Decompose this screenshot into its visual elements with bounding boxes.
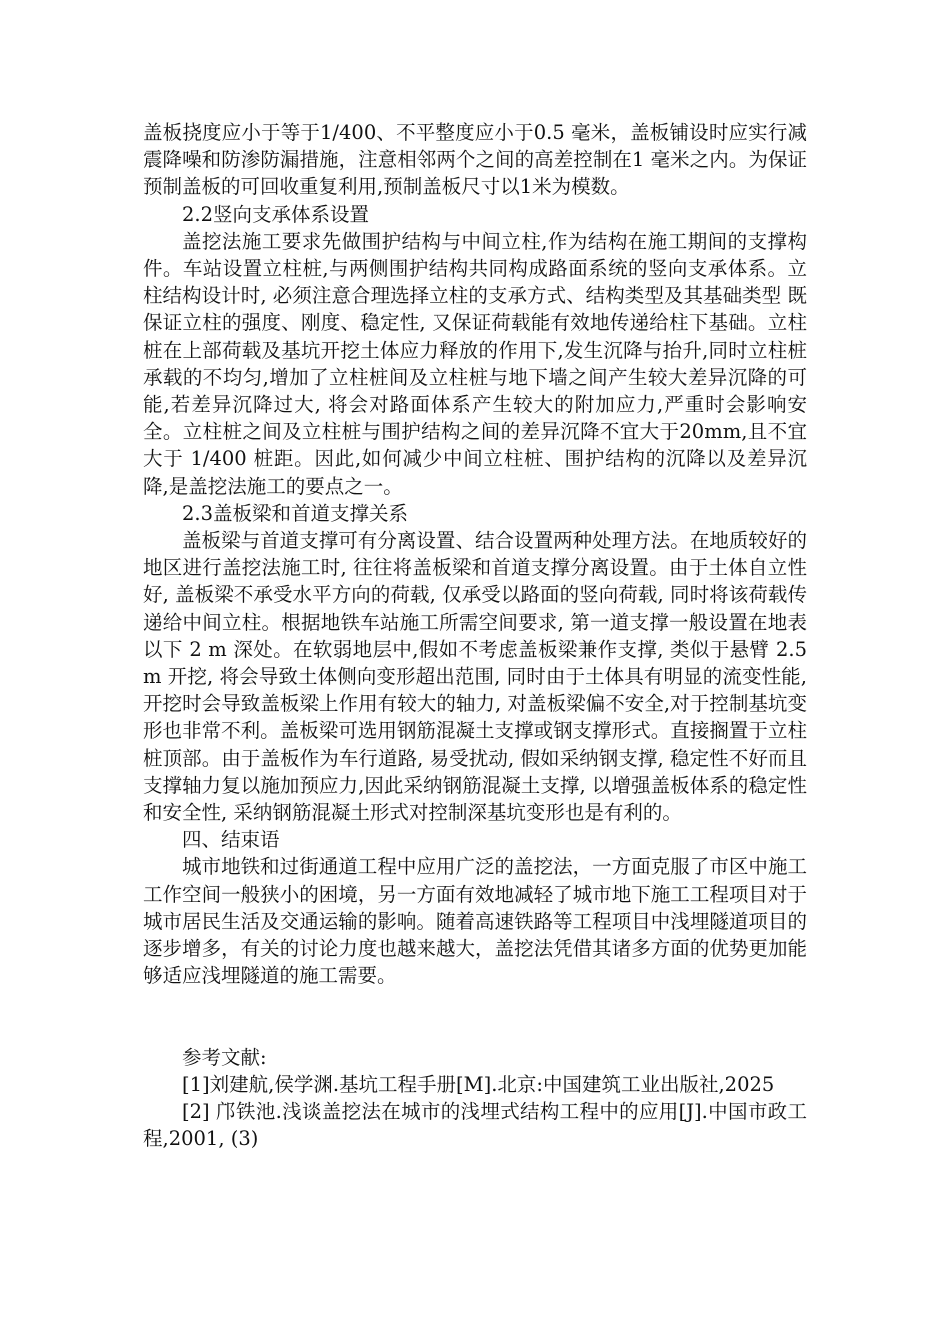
document-page <box>143 119 807 1152</box>
section-heading-2-3: 2.3盖板梁和首道支撑关系 <box>182 501 409 525</box>
references-heading: 参考文献: <box>182 1045 267 1069</box>
section-body-conclusion: 城市地铁和过街通道工程中应用广泛的盖挖法，一方面克服了市区中施工工作空间一般狭小的困境，另一方面有效地减轻了城市地下施工工程项目对于城市居民生活及交通运输的影响。随着高速铁路等工程项目中浅埋隧道项目的逐步增多，有关的讨论力度也越来越大，盖挖法凭借其诸多方面的优势更加能够适应浅埋隧道的施工需要。 <box>143 855 807 988</box>
section-body-2-2: 盖挖法施工要求先做围护结构与中间立柱,作为结构在施工期间的支撑构件。车站设置立柱桩,与两侧围护结构共同构成路面系统的竖向支承体系。立柱结构设计时, 必须注意合理选择立柱的支承方式、结构类型及其基础类型 既保证立柱的强度、刚度、稳定性, 又保证荷载能有效地传递给柱下基础。立柱桩在上部荷载及基坑开挖土体应力释放的作用下,发生沉降与抬升,同时立柱桩承载的不均匀,增加了立柱桩间及立柱桩与地下墙之间产生较大差异沉降的可能,若差异沉降过大, 将会对路面体系产生较大的附加应力,严重时会影响安全。立柱桩之间及立柱桩与围护结构之间的差异沉降不宜大于20mm,且不宜大于 1/400 桩距。因此,如何减少中间立柱桩、围护结构的沉降以及差异沉降,是盖挖法施工的要点之一。 <box>143 229 807 498</box>
continued-paragraph: 盖板挠度应小于等于1/400、不平整度应小于0.5 毫米，盖板铺设时应实行减震降噪和防渗防漏措施，注意相邻两个之间的高差控制在1 毫米之内。为保证预制盖板的可回收重复利用,预制盖板尺寸以1米为模数。 <box>143 121 807 199</box>
section-body-2-3: 盖板梁与首道支撑可有分离设置、结合设置两种处理方法。在地质较好的地区进行盖挖法施工时, 往往将盖板梁和首道支撑分离设置。由于土体自立性好, 盖板梁不承受水平方向的荷载, 仅承受以路面的竖向荷载, 同时将该荷载传递给中间立柱。根据地铁车站施工所需空间要求, 第一道支撑一般设置在地表以下 2 m 深处。在软弱地层中,假如不考虑盖板梁兼作支撑, 类似于悬臂 2.5m 开挖, 将会导致土体侧向变形超出范围, 同时由于土体具有明显的流变性能, 开挖时会导致盖板梁上作用有较大的轴力, 对盖板梁偏不安全,对于控制基坑变形也非常不利。盖板梁可选用钢筋混凝土支撑或钢支撑形式。直接搁置于立柱桩顶部。由于盖板作为车行道路, 易受扰动, 假如采纳钢支撑, 稳定性不好而且支撑轴力复以施加预应力,因此采纳钢筋混凝土支撑, 以增强盖板体系的稳定性和安全性, 采纳钢筋混凝土形式对控制深基坑变形也是有利的。 <box>143 529 807 825</box>
reference-item-1: [1]刘建航,侯学渊.基坑工程手册[M].北京:中国建筑工业出版社,2025 <box>182 1072 775 1096</box>
section-heading-2-2: 2.2竖向支承体系设置 <box>182 202 370 226</box>
spacer <box>143 990 807 1044</box>
reference-item-2: [2] 邝铁池.浅谈盖挖法在城市的浅埋式结构工程中的应用[J].中国市政工程,2001, (3) <box>143 1099 807 1151</box>
section-heading-conclusion: 四、结束语 <box>182 828 280 852</box>
